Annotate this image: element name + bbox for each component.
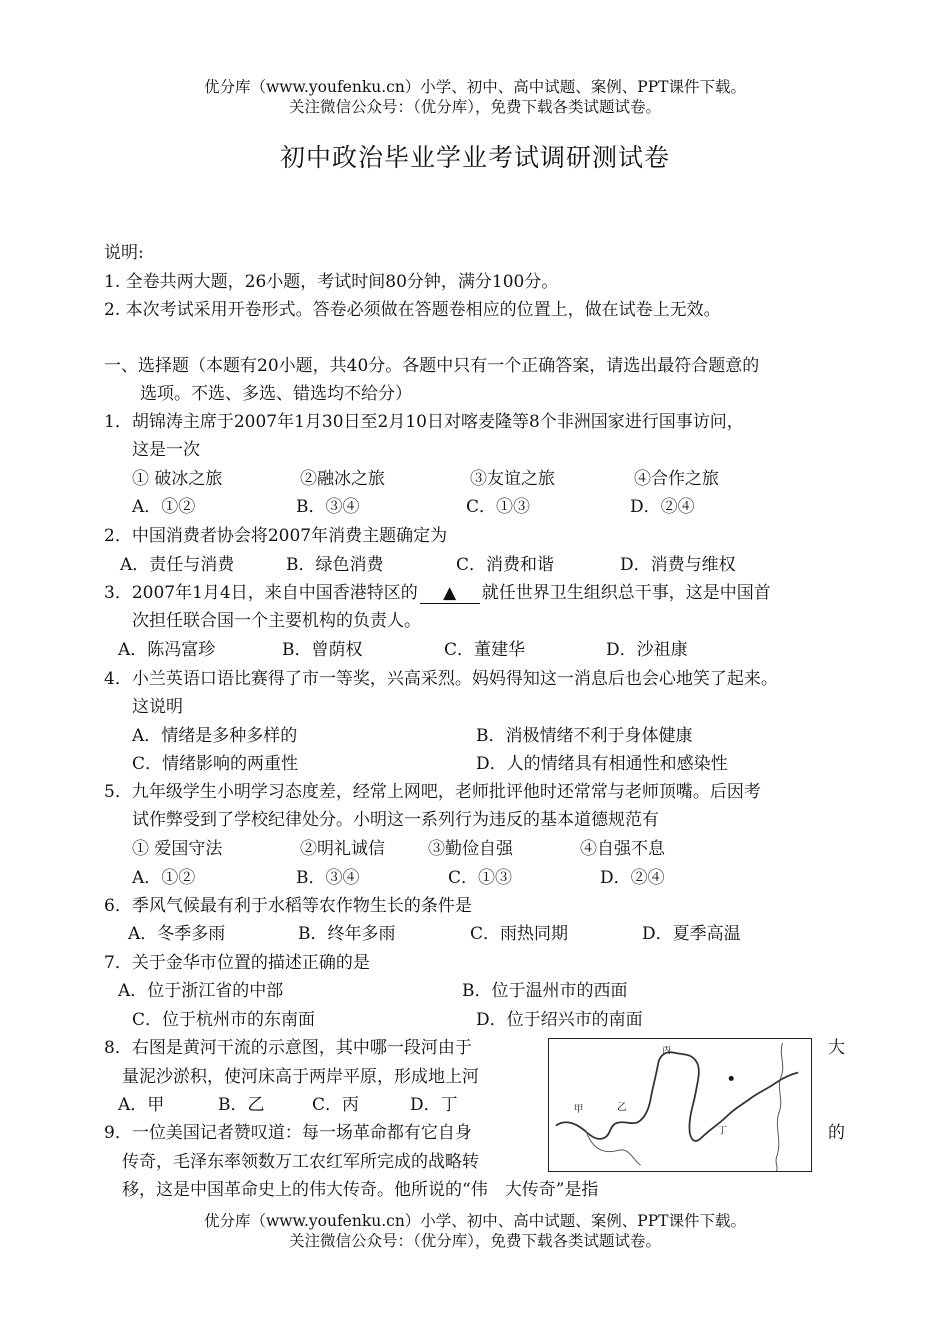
river-branch xyxy=(585,1130,640,1165)
footer-line-1: 优分库（www.youfenku.cn）小学、初中、高中试题、案例、PPT课件下载。 xyxy=(203,1212,747,1230)
q5-stem-cont: 试作弊受到了学校纪律处分。小明这一系列行为违反的基本道德规范有 xyxy=(132,810,659,830)
q2-stem: 2．中国消费者协会将2007年消费主题确定为 xyxy=(104,526,448,546)
q3-option-b: B．曾荫权 xyxy=(282,640,363,660)
q1-statement-1: ① 破冰之旅 xyxy=(132,469,223,489)
q6-option-d: D．夏季高温 xyxy=(642,924,741,944)
q5-statement-4: ④自强不息 xyxy=(580,839,665,859)
q2-option-d: D．消费与维权 xyxy=(620,555,736,575)
q8-option-c: C．丙 xyxy=(312,1095,360,1115)
q3-option-a: A．陈冯富珍 xyxy=(118,640,216,660)
sea-coastline xyxy=(776,1043,783,1171)
header-line-1: 优分库（www.youfenku.cn）小学、初中、高中试题、案例、PPT课件下载。 xyxy=(203,78,747,96)
q1-option-a: A．①② xyxy=(132,497,196,517)
notes-heading: 说明: xyxy=(104,243,144,263)
q8-stem: 8．右图是黄河干流的示意图，其中哪一段河由于 xyxy=(104,1038,472,1058)
notes-item-1: 1. 全卷共两大题，26小题，考试时间80分钟，满分100分。 xyxy=(104,272,559,292)
q2-option-a: A．责任与消费 xyxy=(120,555,235,575)
q1-statement-3: ③友谊之旅 xyxy=(470,469,555,489)
q1-statement-2: ②融冰之旅 xyxy=(300,469,385,489)
q7-stem: 7．关于金华市位置的描述正确的是 xyxy=(104,953,370,973)
q3-stem-part-2: 就任世界卫生组织总干事，这是中国首 xyxy=(481,583,771,603)
header-line-2: 关注微信公众号：（优分库），免费下载各类试题试卷。 xyxy=(288,98,661,116)
q9-stem-cont: 传奇，毛泽东率领数万工农红军所完成的战略转 xyxy=(122,1152,479,1172)
q3-option-c: C．董建华 xyxy=(444,640,526,660)
q9-stem-end: 的 xyxy=(828,1123,845,1143)
q5-statement-2: ②明礼诚信 xyxy=(300,839,385,859)
q1-option-d: D．②④ xyxy=(630,497,695,517)
q4-stem: 4．小兰英语口语比赛得了市一等奖，兴高采烈。妈妈得知这一消息后也会心地笑了起来。 xyxy=(104,669,778,689)
q5-stem: 5．九年级学生小明学习态度差，经常上网吧，老师批评他时还常常与老师顶嘴。后因考 xyxy=(104,782,761,802)
q5-option-b: B．③④ xyxy=(296,868,360,888)
yellow-river-course xyxy=(556,1052,798,1141)
q7-option-d: D．位于绍兴市的南面 xyxy=(476,1010,643,1030)
map-label-ding: 丁 xyxy=(717,1125,728,1137)
q4-option-c: C．情绪影响的两重性 xyxy=(132,754,299,774)
q8-stem-end: 大 xyxy=(828,1038,845,1058)
q4-option-d: D．人的情绪具有相通性和感染性 xyxy=(476,754,728,774)
q5-statement-1: ① 爱国守法 xyxy=(132,839,223,859)
q1-stem: 1．胡锦涛主席于2007年1月30日至2月10日对喀麦隆等8个非洲国家进行国事访问， xyxy=(104,412,744,432)
q1-statement-4: ④合作之旅 xyxy=(634,469,719,489)
q8-option-d: D．丁 xyxy=(410,1095,458,1115)
q1-option-c: C．①③ xyxy=(466,497,531,517)
q9-stem-cont-2: 移，这是中国革命史上的伟大传奇。他所说的“伟 大传奇”是指 xyxy=(122,1180,599,1200)
q5-option-d: D．②④ xyxy=(600,868,665,888)
q3-blank: ▲ xyxy=(420,583,480,604)
q6-stem: 6．季风气候最有利于水稻等农作物生长的条件是 xyxy=(104,896,472,916)
q1-stem-cont: 这是一次 xyxy=(132,440,200,460)
q3-option-d: D．沙祖康 xyxy=(606,640,688,660)
section-1-heading: 一、选择题（本题有20小题，共40分。各题中只有一个正确答案，请选出最符合题意的 xyxy=(104,356,760,376)
q8-option-b: B．乙 xyxy=(218,1095,265,1115)
map-label-bing: 丙 xyxy=(662,1045,672,1056)
q5-option-a: A．①② xyxy=(132,868,196,888)
q2-option-c: C．消费和谐 xyxy=(456,555,555,575)
yellow-river-map-drawing xyxy=(549,1039,811,1171)
map-label-yi: 乙 xyxy=(616,1101,627,1113)
q5-option-c: C．①③ xyxy=(448,868,513,888)
q9-stem: 9．一位美国记者赞叹道：每一场革命都有它自身 xyxy=(104,1123,472,1143)
q6-option-c: C．雨热同期 xyxy=(470,924,569,944)
q7-option-b: B．位于温州市的西面 xyxy=(462,981,628,1001)
q6-option-a: A．冬季多雨 xyxy=(128,924,226,944)
map-label-jia: 甲 xyxy=(573,1103,584,1115)
q1-option-b: B．③④ xyxy=(296,497,360,517)
q3-stem-part-1: 3．2007年1月4日，来自中国香港特区的 xyxy=(104,583,418,603)
footer-line-2: 关注微信公众号：（优分库），免费下载各类试题试卷。 xyxy=(288,1232,661,1250)
q4-option-b: B．消极情绪不利于身体健康 xyxy=(476,726,693,746)
q6-option-b: B．终年多雨 xyxy=(298,924,396,944)
q8-stem-cont: 量泥沙淤积，使河床高于两岸平原，形成地上河 xyxy=(122,1067,479,1087)
city-dot xyxy=(729,1076,734,1081)
q4-option-a: A．情绪是多种多样的 xyxy=(132,726,298,746)
q4-stem-cont: 这说明 xyxy=(132,697,183,717)
exam-title: 初中政治毕业学业考试调研测试卷 xyxy=(279,143,670,172)
q5-statement-3: ③勤俭自强 xyxy=(428,839,513,859)
q7-option-a: A．位于浙江省的中部 xyxy=(118,981,284,1001)
q7-option-c: C．位于杭州市的东南面 xyxy=(132,1010,316,1030)
yellow-river-map xyxy=(548,1038,812,1172)
q8-option-a: A．甲 xyxy=(118,1095,165,1115)
q2-option-b: B．绿色消费 xyxy=(286,555,384,575)
section-1-heading-cont: 选项。不选、多选、错选均不给分） xyxy=(140,384,412,404)
q3-stem-cont: 次担任联合国一个主要机构的负责人。 xyxy=(132,611,421,631)
notes-item-2: 2. 本次考试采用开卷形式。答卷必须做在答题卷相应的位置上，做在试卷上无效。 xyxy=(104,300,721,320)
q3-stem xyxy=(104,581,771,605)
